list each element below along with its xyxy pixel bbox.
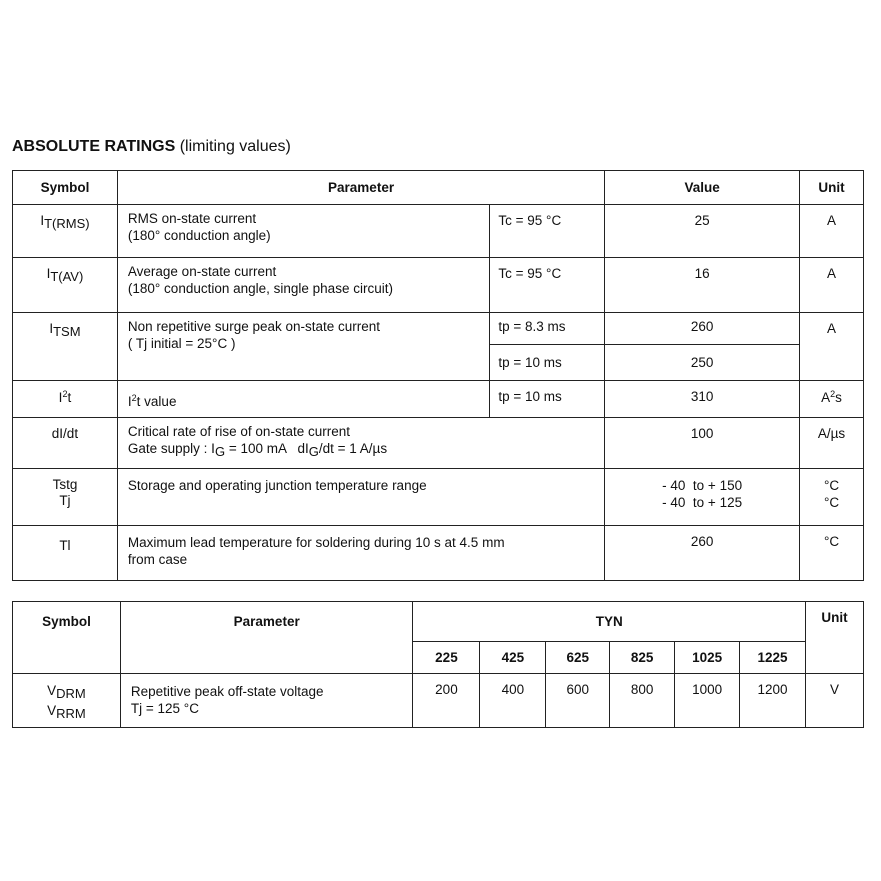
condition-cell: Tc = 95 °C: [490, 258, 605, 313]
value-cell: 1200: [740, 674, 806, 728]
symbol-cell: $I^2t$: [13, 381, 118, 418]
parameter-cell: Critical rate of rise of on-state current Gate supply : $I_G = 100$ mA $dI_G/dt = 1$ A/µs: [117, 418, 604, 469]
value-cell: 310: [605, 381, 800, 418]
voltage-ratings-table: [12, 601, 864, 728]
parameter-cell: Non repetitive surge peak on-state current ( Tj initial = 25°C ): [117, 313, 490, 381]
table-row: [13, 674, 864, 728]
value-cell: 1000: [675, 674, 740, 728]
unit-cell: $A^2s$: [800, 381, 864, 418]
header-symbol: Symbol: [13, 602, 121, 674]
section-heading: [12, 138, 291, 156]
unit-cell: °C °C: [800, 469, 864, 526]
table-row: [13, 205, 864, 258]
value-cell: 250: [605, 345, 800, 381]
header-parameter: Parameter: [120, 602, 413, 674]
symbol-cell: $I_{T(AV)}$: [13, 258, 118, 313]
parameter-cell: Storage and operating junction temperature range: [117, 469, 604, 526]
value-cell: 600: [546, 674, 610, 728]
header-unit: Unit: [805, 602, 863, 674]
header-parameter: Parameter: [117, 171, 604, 205]
unit-cell: A: [800, 258, 864, 313]
symbol-cell: $V_{DRM}$ $V_{RRM}$: [13, 674, 121, 728]
type-header: 1025: [675, 642, 740, 674]
condition-cell: Tc = 95 °C: [490, 205, 605, 258]
value-cell: 400: [480, 674, 546, 728]
parameter-cell: $I^2t$ value: [117, 381, 490, 418]
type-header: 225: [413, 642, 480, 674]
symbol-cell: $I_{T(RMS)}$: [13, 205, 118, 258]
value-cell: 25: [605, 205, 800, 258]
value-cell: 260: [605, 313, 800, 345]
unit-cell: A/µs: [800, 418, 864, 469]
header-value: Value: [605, 171, 800, 205]
parameter-cell: Average on-state current (180° conduction angle, single phase circuit): [117, 258, 490, 313]
table-header-row: [13, 171, 864, 205]
condition-cell: tp = 10 ms: [490, 381, 605, 418]
symbol-cell: Tl: [13, 526, 118, 581]
parameter-cell: RMS on-state current (180° conduction angle): [117, 205, 490, 258]
value-cell: 800: [610, 674, 675, 728]
condition-cell: tp = 8.3 ms: [490, 313, 605, 345]
table-header-row: [13, 602, 864, 642]
symbol-cell: dI/dt: [13, 418, 118, 469]
type-header: 625: [546, 642, 610, 674]
value-cell: 100: [605, 418, 800, 469]
table-row: [13, 418, 864, 469]
parameter-cell: Maximum lead temperature for soldering during 10 s at 4.5 mm from case: [117, 526, 604, 581]
symbol-cell: $I_{TSM}$: [13, 313, 118, 381]
table-row: [13, 313, 864, 345]
heading-subtitle: (limiting values): [179, 138, 291, 155]
condition-cell: tp = 10 ms: [490, 345, 605, 381]
header-group: TYN: [413, 602, 806, 642]
heading-title: ABSOLUTE RATINGS: [12, 138, 176, 155]
type-header: 1225: [740, 642, 806, 674]
table-row: [13, 381, 864, 418]
symbol-cell: Tstg Tj: [13, 469, 118, 526]
value-cell: 260: [605, 526, 800, 581]
value-cell: - 40 to + 150 - 40 to + 125: [605, 469, 800, 526]
unit-cell: A: [800, 205, 864, 258]
type-header: 825: [610, 642, 675, 674]
unit-cell: V: [805, 674, 863, 728]
table-row: [13, 258, 864, 313]
value-cell: 200: [413, 674, 480, 728]
parameter-cell: Repetitive peak off-state voltage Tj = 125 °C: [120, 674, 413, 728]
table-row: [13, 469, 864, 526]
absolute-ratings-table: [12, 170, 864, 581]
value-cell: 16: [605, 258, 800, 313]
unit-cell: °C: [800, 526, 864, 581]
header-symbol: Symbol: [13, 171, 118, 205]
header-unit: Unit: [800, 171, 864, 205]
type-header: 425: [480, 642, 546, 674]
unit-cell: A: [800, 313, 864, 381]
table-row: [13, 526, 864, 581]
